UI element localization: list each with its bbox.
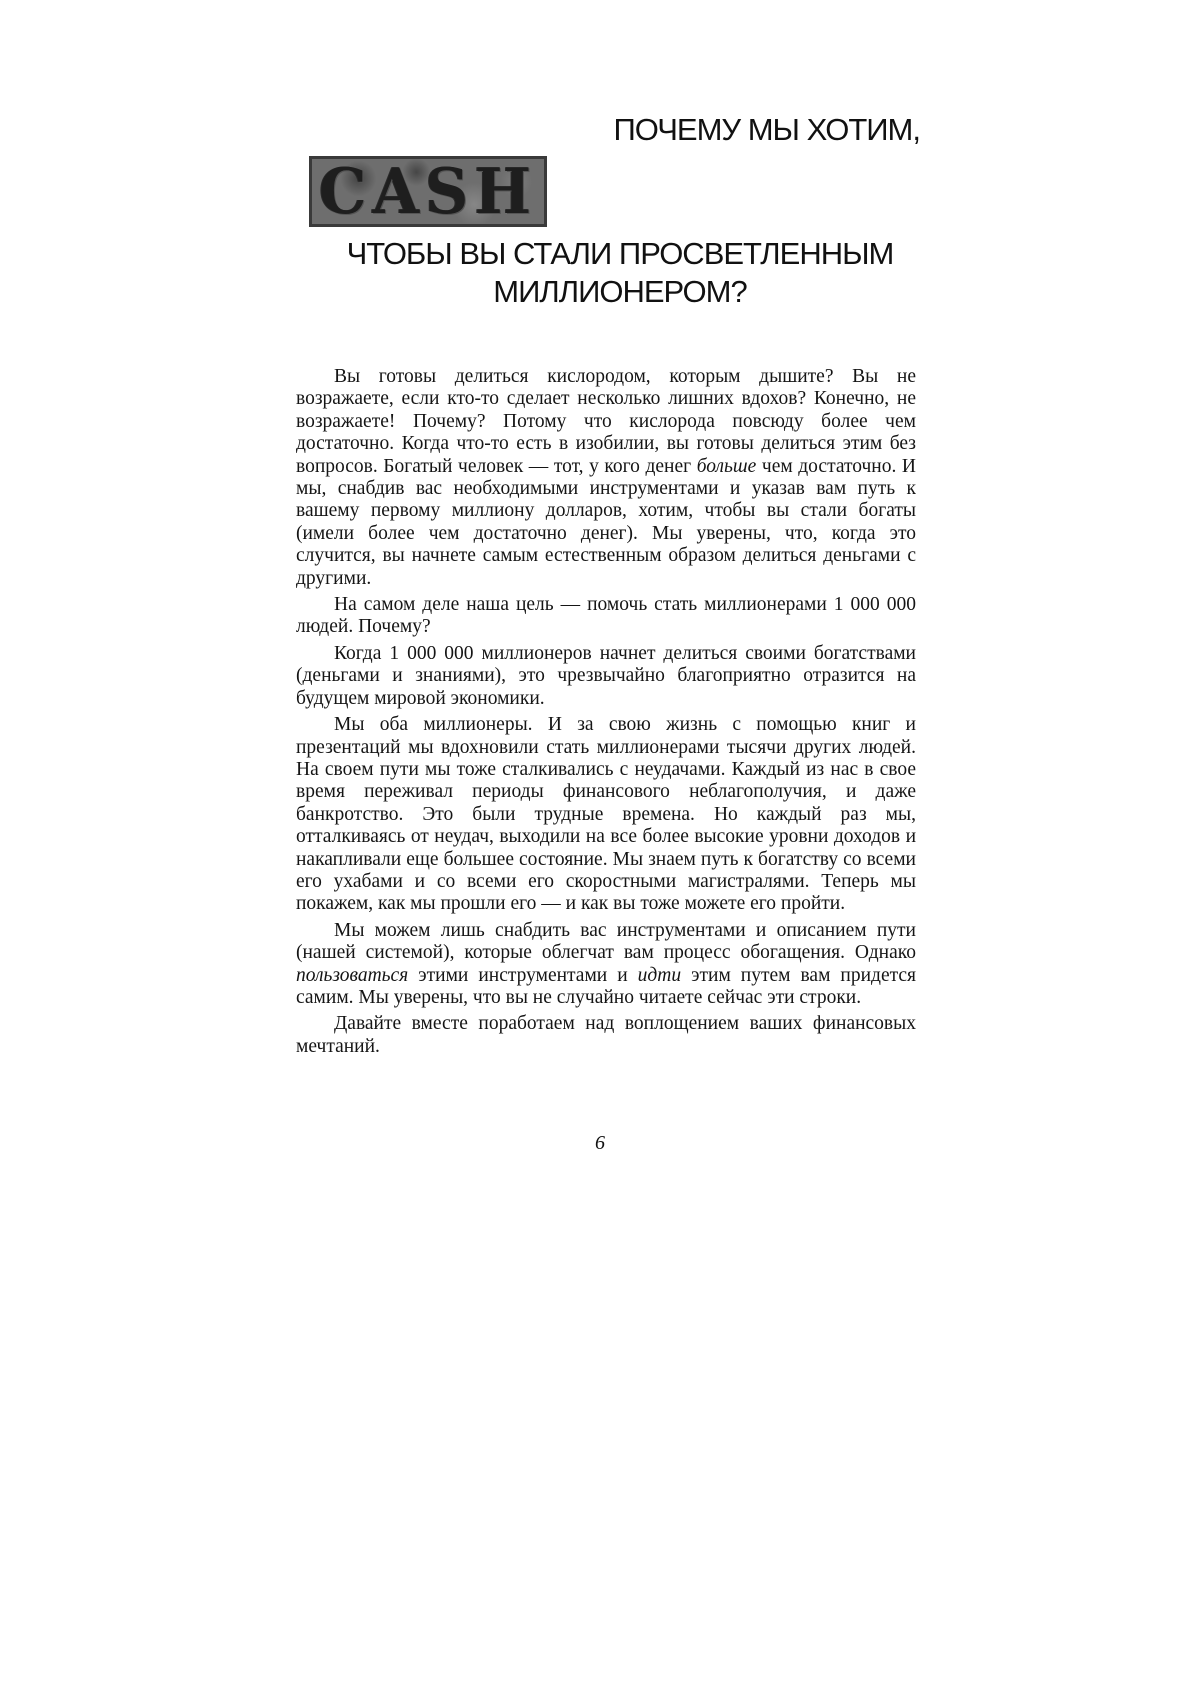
chapter-body [296, 366, 916, 1058]
paragraph-5-text-a: Мы можем лишь снабдить вас инструментами и описанием пути (нашей системой), которые облегчат вам процесс обогащения. Однако [296, 919, 916, 964]
paragraph-1-text-a: Вы готовы делиться кислородом, которым дышите? Вы не возражаете, если кто-то сделает несколько лишних вдохов? Конечно, не возражаете! Почему? Потому что кислорода повсюду более чем достаточно. Когда что-то есть в изобилии, вы готовы делиться этим без вопросов. Богатый человек — тот, у кого денег [296, 366, 916, 477]
cash-logo-text: CASH [318, 156, 538, 227]
paragraph-1 [296, 366, 916, 590]
paragraph-6: Давайте вместе поработаем над воплощением ваших финансовых мечтаний. [296, 1013, 916, 1057]
chapter-title-line1: ПОЧЕМУ МЫ ХОТИМ, [613, 112, 920, 147]
chapter-title-line2: ЧТОБЫ ВЫ СТАЛИ ПРОСВЕТЛЕННЫМ МИЛЛИОНЕРОМ? [346, 236, 894, 309]
paragraph-2: На самом деле наша цель — помочь стать миллионерами 1 000 000 людей. Почему? [296, 594, 916, 638]
page-number: 6 [595, 1132, 605, 1154]
cash-logo [309, 156, 547, 227]
paragraph-5-text-b: этими инструментами и [408, 964, 638, 986]
paragraph-5 [296, 920, 916, 1010]
paragraph-1-text-b: чем достаточно. И мы, снабдив вас необходимыми инструментами и указав вам путь к вашему первому миллиону долларов, хотим, чтобы вы стали богаты (имели более чем достаточно денег). Мы уверены, что, когда это случится, вы начнете самым естественным образом делиться деньгами с другими. [296, 455, 917, 589]
paragraph-5-text-c: этим путем вам придется самим. Мы уверены, что вы не случайно читаете сейчас эти строки. [296, 964, 916, 1008]
paragraph-5-emphasis-2: идти [637, 964, 682, 986]
paragraph-1-emphasis: больше [696, 455, 757, 477]
paragraph-5-emphasis-1: пользоваться [296, 964, 409, 986]
paragraph-4: Мы оба миллионеры. И за свою жизнь с помощью книг и презентаций мы вдохновили стать миллионерами тысячи других людей. На своем пути мы тоже сталкивались с неудачами. Каждый из нас в свое время переживал периоды финансового неблагополучия, и даже банкротство. Это были трудные времена. Но каждый раз мы, отталкиваясь от неудач, выходили на все более высокие уровни доходов и накапливали еще большее состояние. Мы знаем путь к богатству со всеми его ухабами и со всеми его скоростными магистралями. Теперь мы покажем, как мы прошли его — и как вы тоже можете его пройти. [296, 714, 916, 915]
paragraph-3: Когда 1 000 000 миллионеров начнет делиться своими богатствами (деньгами и знаниями), это чрезвычайно благоприятно отразится на будущем мировой экономики. [296, 642, 916, 709]
